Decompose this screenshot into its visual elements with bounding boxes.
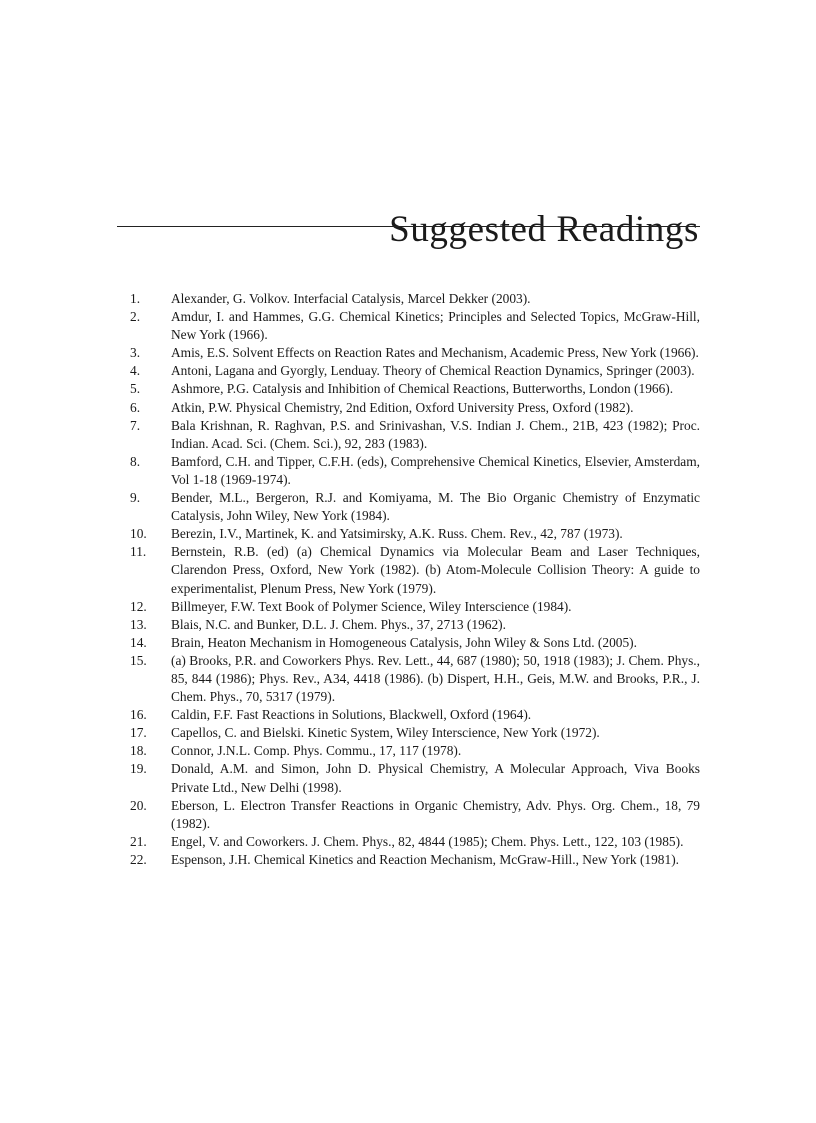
reference-item bbox=[130, 453, 700, 489]
reference-item bbox=[130, 380, 700, 398]
reference-text: Amdur, I. and Hammes, G.G. Chemical Kinetics; Principles and Selected Topics, McGraw-Hill, New York (1966). bbox=[171, 309, 700, 343]
reference-text: Atkin, P.W. Physical Chemistry, 2nd Edition, Oxford University Press, Oxford (1982). bbox=[171, 399, 634, 415]
reference-number: 9. bbox=[130, 490, 141, 506]
reference-text: Bala Krishnan, R. Raghvan, P.S. and Srinivashan, V.S. Indian J. Chem., 21B, 423 (1982); Proc. Indian. Acad. Sci. (Chem. Sci.), 92, 283 (1983). bbox=[171, 417, 700, 451]
reference-text: Brain, Heaton Mechanism in Homogeneous Catalysis, John Wiley & Sons Ltd. (2005). bbox=[171, 634, 637, 650]
reference-item bbox=[130, 308, 700, 344]
reference-text: Bernstein, R.B. (ed) (a) Chemical Dynamics via Molecular Beam and Laser Techniques, Clarendon Press, Oxford, New York (1982). (b) Atom-Molecule Collision Theory: A guide to experimentalist, Plenum Press, New York (1979). bbox=[171, 544, 700, 596]
reference-number: 12. bbox=[130, 598, 147, 614]
page-title: Suggested Readings bbox=[389, 208, 699, 250]
reference-number: 13. bbox=[130, 616, 147, 632]
reference-text: Ashmore, P.G. Catalysis and Inhibition of Chemical Reactions, Butterworths, London (1966). bbox=[171, 381, 674, 397]
reference-item bbox=[130, 399, 700, 417]
reference-number: 6. bbox=[130, 399, 141, 415]
reference-number: 20. bbox=[130, 797, 147, 813]
reference-item bbox=[130, 525, 700, 543]
reference-number: 4. bbox=[130, 363, 141, 379]
reference-text: Bamford, C.H. and Tipper, C.F.H. (eds), Comprehensive Chemical Kinetics, Elsevier, Amsterdam, Vol 1-18 (1969-1974). bbox=[171, 453, 700, 487]
reference-text: Berezin, I.V., Martinek, K. and Yatsimirsky, A.K. Russ. Chem. Rev., 42, 787 (1973). bbox=[171, 526, 623, 542]
reference-item bbox=[130, 706, 700, 724]
reference-item bbox=[130, 760, 700, 796]
reference-text: Antoni, Lagana and Gyorgly, Lenduay. Theory of Chemical Reaction Dynamics, Springer (2003). bbox=[171, 363, 695, 379]
reference-item bbox=[130, 634, 700, 652]
reference-number: 11. bbox=[130, 544, 147, 560]
reference-text: Blais, N.C. and Bunker, D.L. J. Chem. Phys., 37, 2713 (1962). bbox=[171, 616, 506, 632]
reference-item bbox=[130, 742, 700, 760]
reference-item bbox=[130, 724, 700, 742]
reference-item bbox=[130, 489, 700, 525]
reference-item bbox=[130, 290, 700, 308]
reference-number: 5. bbox=[130, 381, 141, 397]
reference-item bbox=[130, 616, 700, 634]
reference-text: Espenson, J.H. Chemical Kinetics and Reaction Mechanism, McGraw-Hill., New York (1981). bbox=[171, 851, 680, 867]
reference-number: 1. bbox=[130, 291, 141, 306]
reference-number: 2. bbox=[130, 309, 141, 325]
reference-text: Engel, V. and Coworkers. J. Chem. Phys., 82, 4844 (1985); Chem. Phys. Lett., 122, 103 (1985). bbox=[171, 833, 684, 849]
reference-item bbox=[130, 652, 700, 706]
reference-item bbox=[130, 417, 700, 453]
reference-item bbox=[130, 344, 700, 362]
reference-text: Eberson, L. Electron Transfer Reactions in Organic Chemistry, Adv. Phys. Org. Chem., 18, 79 (1982). bbox=[171, 797, 700, 831]
reference-item bbox=[130, 797, 700, 833]
reference-number: 16. bbox=[130, 707, 147, 723]
reference-text: (a) Brooks, P.R. and Coworkers Phys. Rev. Lett., 44, 687 (1980); 50, 1918 (1983); J. Chem. Phys., 85, 844 (1986); Phys. Rev., A34, 4418 (1986). (b) Dispert, H.H., Geis, M.W. and Brooks, P.R., J. Chem. Phys., 70, 5317 (1979). bbox=[171, 652, 700, 705]
reference-number: 17. bbox=[130, 725, 147, 741]
reference-number: 3. bbox=[130, 345, 141, 361]
reference-text: Connor, J.N.L. Comp. Phys. Commu., 17, 117 (1978). bbox=[171, 743, 462, 759]
reference-number: 10. bbox=[130, 526, 147, 542]
reference-text: Alexander, G. Volkov. Interfacial Catalysis, Marcel Dekker (2003). bbox=[171, 291, 531, 306]
reference-item bbox=[130, 598, 700, 616]
reference-number: 18. bbox=[130, 743, 147, 759]
reference-text: Donald, A.M. and Simon, John D. Physical Chemistry, A Molecular Approach, Viva Books Private Ltd., New Delhi (1998). bbox=[171, 761, 700, 795]
reference-text: Bender, M.L., Bergeron, R.J. and Komiyama, M. The Bio Organic Chemistry of Enzymatic Catalysis, John Wiley, New York (1984). bbox=[171, 490, 700, 524]
reference-text: Billmeyer, F.W. Text Book of Polymer Science, Wiley Interscience (1984). bbox=[171, 598, 572, 614]
reference-text: Capellos, C. and Bielski. Kinetic System, Wiley Interscience, New York (1972). bbox=[171, 725, 600, 741]
reference-list bbox=[130, 290, 700, 869]
reference-item bbox=[130, 851, 700, 869]
reference-number: 19. bbox=[130, 761, 147, 777]
reference-item bbox=[130, 543, 700, 597]
reference-item bbox=[130, 833, 700, 851]
reference-number: 7. bbox=[130, 417, 141, 433]
reference-item bbox=[130, 362, 700, 380]
reference-text: Caldin, F.F. Fast Reactions in Solutions, Blackwell, Oxford (1964). bbox=[171, 707, 532, 723]
reference-number: 15. bbox=[130, 652, 147, 668]
reference-number: 21. bbox=[130, 833, 147, 849]
reference-number: 22. bbox=[130, 851, 147, 867]
reference-text: Amis, E.S. Solvent Effects on Reaction Rates and Mechanism, Academic Press, New York (1966). bbox=[171, 345, 699, 361]
reference-number: 14. bbox=[130, 634, 147, 650]
reference-number: 8. bbox=[130, 453, 141, 469]
title-rule bbox=[117, 226, 700, 227]
